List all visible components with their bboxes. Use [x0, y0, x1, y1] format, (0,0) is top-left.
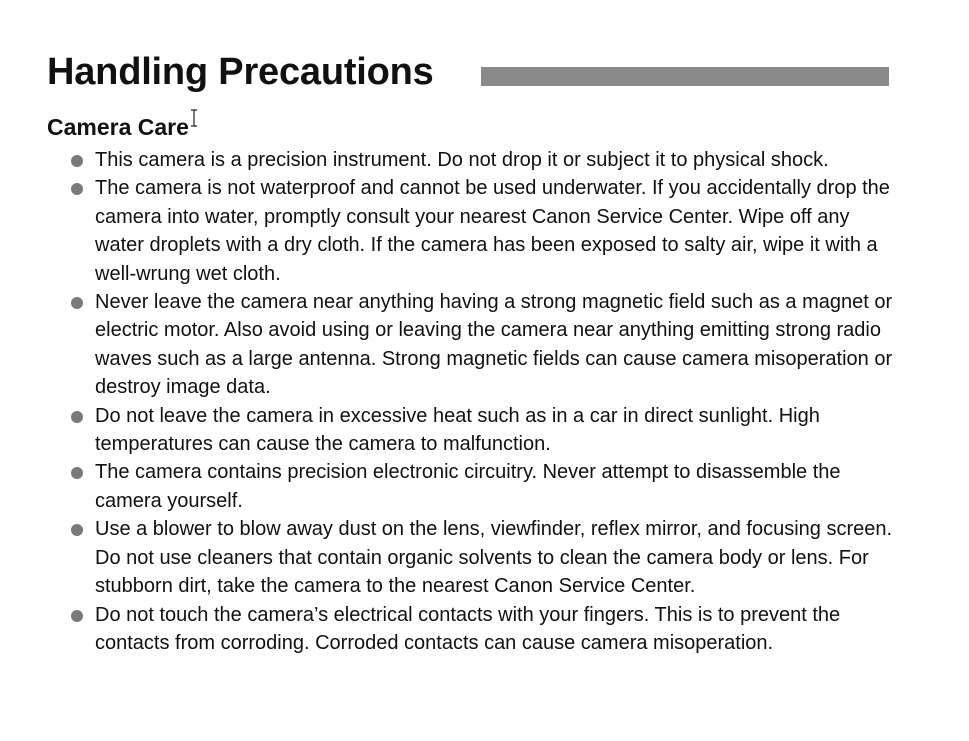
- bullet-dot-icon: [71, 411, 83, 423]
- bullet-dot-icon: [71, 524, 83, 536]
- section-heading: Camera Care: [47, 114, 189, 140]
- list-item-text: Use a blower to blow away dust on the lens, viewfinder, reflex mirror, and focusing screen. Do not use cleaners that contain organic solvents to clean the camera body or lens. For stubborn dirt, take the camera to the nearest Canon Service Center.: [95, 518, 893, 598]
- list-item-text: Do not touch the camera’s electrical contacts with your fingers. This is to prevent the contacts from corroding. Corroded contacts can cause camera misoperation.: [95, 603, 841, 654]
- list-item: [71, 601, 901, 658]
- list-item-text: Never leave the camera near anything having a strong magnetic field such as a magnet or electric motor. Also avoid using or leaving the camera near anything emitting strong radio waves such as a large antenna. Strong magnetic fields can cause camera misoperation or destroy image data.: [95, 291, 893, 399]
- bullet-dot-icon: [71, 467, 83, 479]
- bullet-dot-icon: [71, 155, 83, 167]
- list-item: [71, 174, 901, 288]
- bullet-dot-icon: [71, 183, 83, 195]
- list-item: [71, 146, 901, 174]
- bullet-dot-icon: [71, 610, 83, 622]
- list-item: [71, 458, 901, 515]
- list-item: [71, 402, 901, 459]
- list-item: [71, 515, 901, 600]
- bullet-dot-icon: [71, 297, 83, 309]
- bullet-list: [71, 146, 901, 657]
- text-cursor-icon: [190, 109, 198, 127]
- page-heading-row: [47, 50, 889, 94]
- list-item: [71, 288, 901, 402]
- list-item-text: Do not leave the camera in excessive heat such as in a car in direct sunlight. High temperatures can cause the camera to malfunction.: [95, 404, 820, 456]
- list-item-text: The camera contains precision electronic circuitry. Never attempt to disassemble the camera yourself.: [95, 461, 841, 512]
- title-rule-bar: [481, 67, 889, 86]
- page-title: Handling Precautions: [47, 51, 434, 93]
- list-item-text: This camera is a precision instrument. Do not drop it or subject it to physical shock.: [95, 149, 829, 171]
- list-item-text: The camera is not waterproof and cannot be used underwater. If you accidentally drop the camera into water, promptly consult your nearest Canon Service Center. Wipe off any water droplets with a dry cloth. If the camera has been exposed to salty air, wipe it with a well-wrung wet cloth.: [95, 177, 890, 285]
